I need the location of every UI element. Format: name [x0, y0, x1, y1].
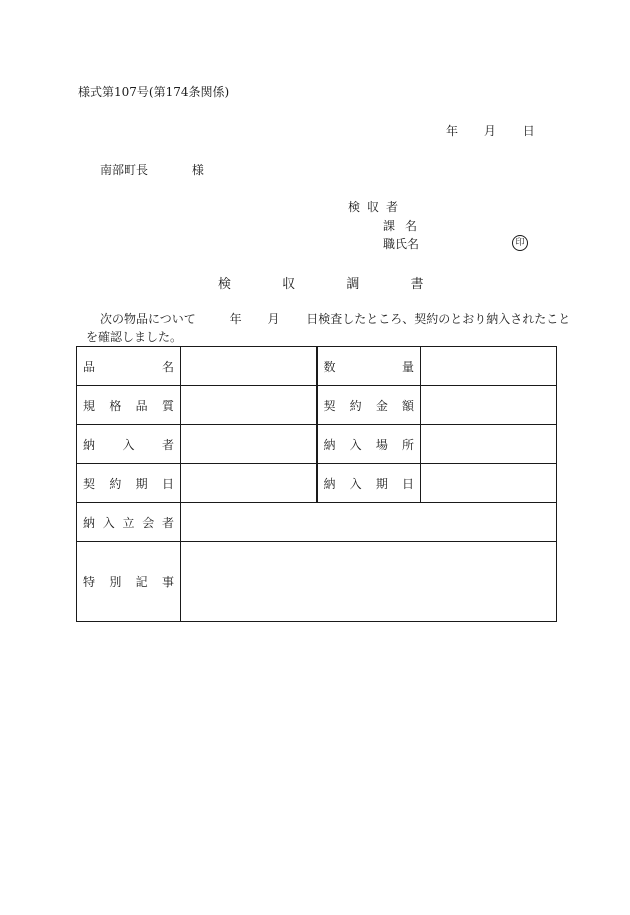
body-text-line1	[100, 310, 570, 327]
contract-date-label: 契約期日	[77, 464, 181, 503]
table-row	[77, 503, 557, 542]
addressee-honorific: 様	[191, 163, 204, 177]
body-month: 月	[267, 312, 280, 326]
date-year-label: 年	[446, 124, 459, 138]
body-year: 年	[229, 312, 242, 326]
table-row	[77, 347, 557, 386]
witness-field[interactable]	[181, 503, 557, 542]
remarks-label: 特別記事	[77, 542, 181, 622]
title-char: 検	[218, 277, 232, 292]
department-label: 課名	[383, 219, 428, 233]
title-char: 書	[410, 277, 424, 292]
spec-quality-field[interactable]	[181, 386, 317, 425]
date-day-label: 日	[522, 124, 535, 138]
title-char: 調	[346, 277, 360, 292]
document-title	[218, 273, 423, 292]
inspection-table	[76, 346, 557, 622]
body-suffix: 日検査したところ、契約のとおり納入されたこと	[306, 312, 571, 326]
supplier-label: 納入者	[77, 425, 181, 464]
delivery-place-label: 納入場所	[317, 425, 421, 464]
inspector-role: 検収者	[348, 200, 406, 214]
table-row	[77, 542, 557, 622]
body-text-line2: を確認しました。	[86, 330, 183, 344]
addressee	[100, 161, 204, 178]
delivery-place-field[interactable]	[421, 425, 557, 464]
contract-amount-label: 契約金額	[317, 386, 421, 425]
position-name-label: 職氏名	[383, 237, 420, 251]
witness-label: 納入立会者	[77, 503, 181, 542]
quantity-field[interactable]	[421, 347, 557, 386]
remarks-field[interactable]	[181, 542, 557, 622]
supplier-field[interactable]	[181, 425, 317, 464]
delivery-date-label: 納入期日	[317, 464, 421, 503]
seal-mark: 印	[512, 235, 528, 251]
table-row	[77, 464, 557, 503]
table-row	[77, 386, 557, 425]
date-line	[446, 122, 535, 139]
spec-quality-label: 規格品質	[77, 386, 181, 425]
delivery-date-field[interactable]	[421, 464, 557, 503]
contract-amount-field[interactable]	[421, 386, 557, 425]
table-row	[77, 425, 557, 464]
form-number: 様式第107号(第174条関係)	[78, 85, 230, 99]
title-char: 収	[282, 277, 296, 292]
body-prefix: 次の物品について	[100, 312, 196, 326]
date-month-label: 月	[483, 124, 496, 138]
addressee-name: 南部町長	[100, 163, 149, 177]
quantity-label: 数量	[317, 347, 421, 386]
item-name-field[interactable]	[181, 347, 317, 386]
contract-date-field[interactable]	[181, 464, 317, 503]
item-name-label: 品名	[77, 347, 181, 386]
